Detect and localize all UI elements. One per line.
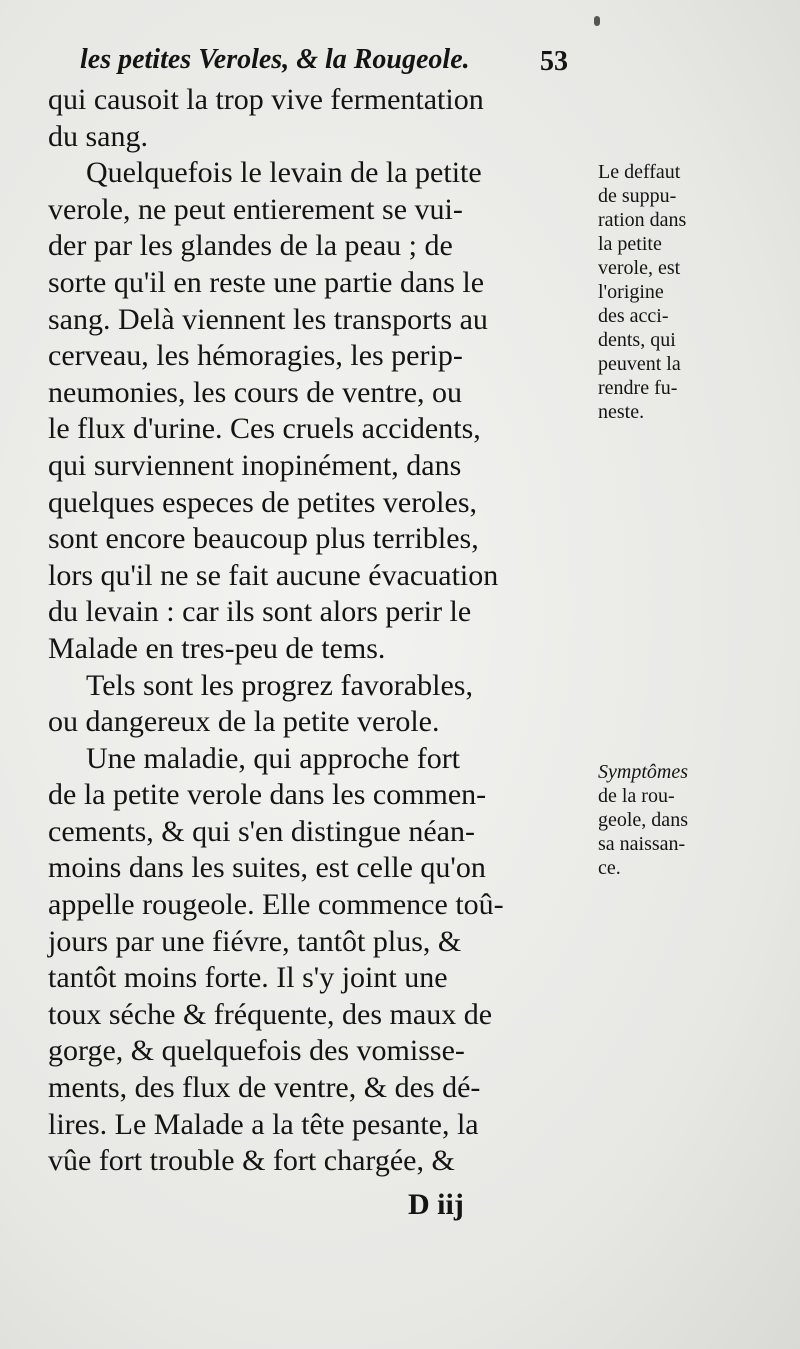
text-line: lors qu'il ne se fait aucune évacuation [48, 558, 499, 592]
text-line: toux séche & fréquente, des maux de [48, 997, 493, 1031]
signature-mark: D iij [408, 1188, 464, 1221]
margin-note-line: de suppu- [598, 185, 677, 207]
margin-note-line: ration dans [598, 209, 687, 231]
text-line: du sang. [48, 119, 148, 153]
text-line: qui causoit la trop vive fermentation [48, 83, 484, 116]
page-number: 53 [540, 46, 568, 77]
margin-note-line: dents, qui [598, 329, 676, 351]
text-line: le flux d'urine. Ces cruels accidents, [48, 412, 481, 446]
text-line: appelle rougeole. Elle commence toû- [48, 888, 504, 922]
ink-speck [594, 16, 600, 26]
text-line: vûe fort trouble & fort chargée, & [48, 1144, 455, 1178]
margin-note-line: neste. [598, 401, 645, 423]
margin-note-suppuration [598, 160, 758, 424]
main-text-column [48, 82, 608, 1180]
running-title: les petites Veroles, & la Rougeole. [80, 44, 470, 75]
margin-note-line: rendre fu- [598, 377, 678, 399]
margin-note-line: verole, est [598, 257, 681, 279]
paragraph-start-line: Quelquefois le levain de la petite [86, 156, 482, 190]
paragraph-start-line: Tels sont les progrez favorables, [86, 668, 473, 702]
margin-note-line: des acci- [598, 305, 669, 327]
margin-note-line: l'origine [598, 281, 664, 303]
margin-note-rougeole [598, 760, 758, 880]
text-line: cements, & qui s'en distingue néan- [48, 814, 475, 848]
margin-note-line: la petite [598, 233, 662, 255]
margin-note-line: geole, dans [598, 809, 688, 831]
text-line: quelques especes de petites veroles, [48, 485, 478, 519]
text-line: sorte qu'il en reste une partie dans le [48, 265, 485, 299]
text-line: sang. Delà viennent les transports au [48, 302, 488, 336]
margin-note-line: Le deffaut [598, 161, 681, 183]
text-line: der par les glandes de la peau ; de [48, 229, 453, 263]
text-line: lires. Le Malade a la tête pesante, la [48, 1107, 479, 1141]
text-line: du levain : car ils sont alors perir le [48, 595, 472, 629]
text-line: Malade en tres-peu de tems. [48, 631, 386, 665]
margin-note-line: sa naissan- [598, 833, 686, 855]
text-line: tantôt moins forte. Il s'y joint une [48, 961, 448, 995]
text-line: moins dans les suites, est celle qu'on [48, 851, 486, 885]
margin-note-line: de la rou- [598, 785, 675, 807]
text-line: ou dangereux de la petite verole. [48, 705, 440, 739]
text-line: neumonies, les cours de ventre, ou [48, 375, 463, 409]
margin-note-line: Symptômes [598, 761, 688, 783]
text-line: jours par une fiévre, tantôt plus, & [48, 924, 462, 958]
text-line: de la petite verole dans les commen- [48, 778, 487, 812]
text-line: ments, des flux de ventre, & des dé- [48, 1071, 481, 1105]
margin-note-line: ce. [598, 857, 621, 879]
text-line: qui surviennent inopinément, dans [48, 448, 462, 482]
text-line: sont encore beaucoup plus terribles, [48, 522, 479, 556]
text-line: gorge, & quelquefois des vomisse- [48, 1034, 465, 1068]
text-line: cerveau, les hémoragies, les perip- [48, 339, 463, 373]
running-header [80, 44, 600, 84]
margin-note-line: peuvent la [598, 353, 681, 375]
text-line: verole, ne peut entierement se vui- [48, 192, 463, 226]
paragraph-start-line: Une maladie, qui approche fort [86, 741, 461, 775]
